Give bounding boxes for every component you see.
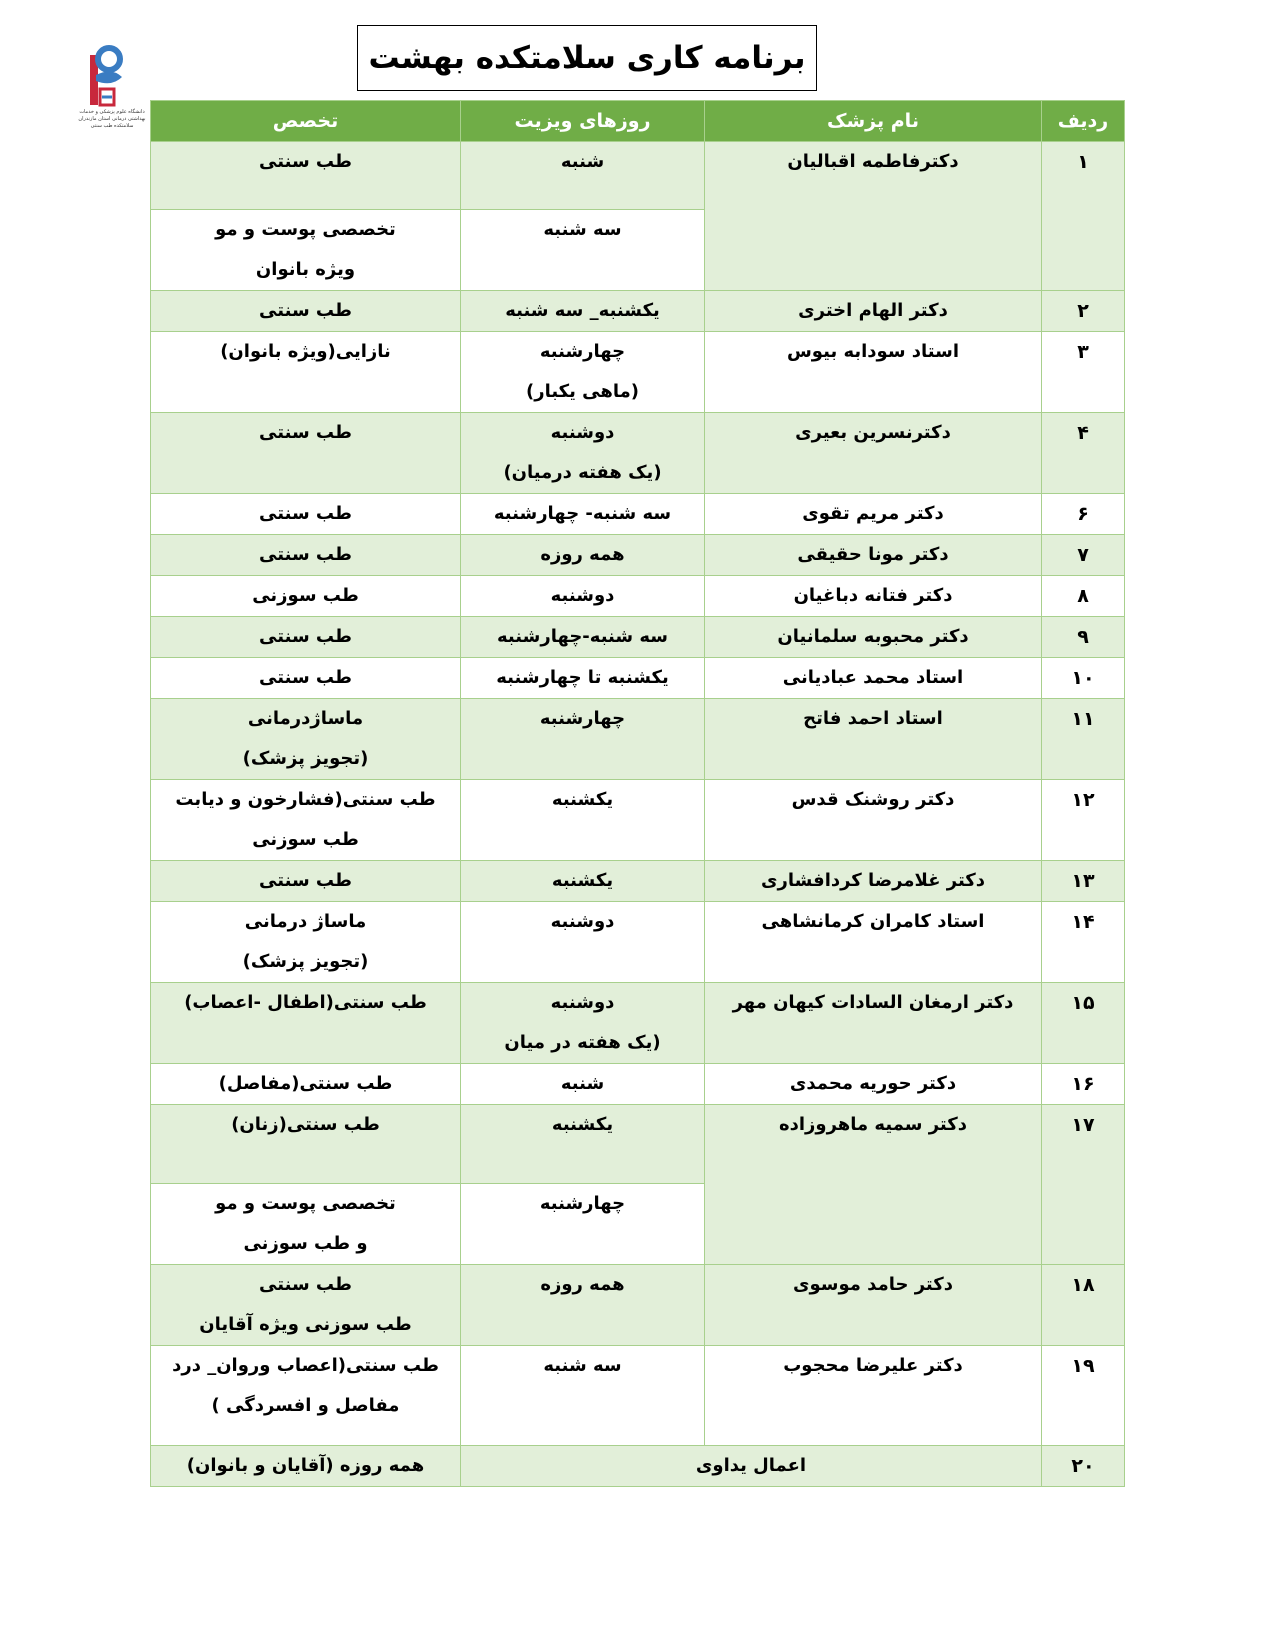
row-number: ۱۵ bbox=[1042, 983, 1125, 1064]
specialty bbox=[151, 1265, 461, 1346]
header-spec: تخصص bbox=[151, 101, 461, 142]
table-row bbox=[151, 576, 1125, 617]
specialty-line: مفاصل و افسردگی ) bbox=[211, 1395, 400, 1416]
visit-days-note: (ماهی یکبار) bbox=[525, 381, 639, 402]
header-num: ردیف bbox=[1042, 101, 1125, 142]
visit-days: همه روزه bbox=[461, 1265, 705, 1346]
visit-days: دوشنبه bbox=[461, 902, 705, 983]
visit-days: چهارشنبه bbox=[461, 699, 705, 780]
row-number: ۱۹ bbox=[1042, 1346, 1125, 1446]
specialty-line: طب سنتی(فشارخون و دیابت bbox=[175, 789, 436, 810]
specialty: طب سنتی bbox=[151, 658, 461, 699]
table-row bbox=[151, 861, 1125, 902]
table-row bbox=[151, 535, 1125, 576]
specialty-line: ماساژ درمانی bbox=[244, 911, 367, 932]
row-number: ۱۸ bbox=[1042, 1265, 1125, 1346]
specialty-note: (تجویز پزشک) bbox=[242, 951, 369, 972]
visit-days: یکشنبه تا چهارشنبه bbox=[461, 658, 705, 699]
specialty-line: طب سنتی(اعصاب وروان_ درد bbox=[172, 1355, 439, 1376]
doctor-name: دکترنسرین بعیری bbox=[705, 413, 1042, 494]
doctor-name: استاد محمد عبادیانی bbox=[705, 658, 1042, 699]
service-name: اعمال یداوی bbox=[461, 1446, 1042, 1487]
row-number: ۸ bbox=[1042, 576, 1125, 617]
doctor-name: دکتر ارمغان السادات کیهان مهر bbox=[705, 983, 1042, 1064]
visit-days bbox=[461, 983, 705, 1064]
row-number: ۲ bbox=[1042, 291, 1125, 332]
header-name: نام پزشک bbox=[705, 101, 1042, 142]
specialty: طب سنتی bbox=[151, 291, 461, 332]
doctor-name: دکتر مونا حقیقی bbox=[705, 535, 1042, 576]
doctor-name: دکترفاطمه اقبالیان bbox=[705, 142, 1042, 291]
row-number: ۶ bbox=[1042, 494, 1125, 535]
table-row bbox=[151, 699, 1125, 780]
doctor-name: استاد کامران کرمانشاهی bbox=[705, 902, 1042, 983]
doctor-name: دکتر فتانه دباغیان bbox=[705, 576, 1042, 617]
specialty: طب سنتی(مفاصل) bbox=[151, 1064, 461, 1105]
visit-days-note: (یک هفته درمیان) bbox=[503, 462, 662, 483]
row-number: ۳ bbox=[1042, 332, 1125, 413]
specialty: طب سنتی bbox=[151, 535, 461, 576]
specialty-line: طب سوزنی ویژه آقایان bbox=[199, 1314, 412, 1335]
specialty bbox=[151, 780, 461, 861]
specialty: نازایی(ویژه بانوان) bbox=[151, 332, 461, 413]
row-number: ۱۶ bbox=[1042, 1064, 1125, 1105]
visit-days: سه شنبه bbox=[461, 1346, 705, 1446]
specialty: طب سنتی bbox=[151, 142, 461, 210]
row-number: ۱۴ bbox=[1042, 902, 1125, 983]
visit-days-line: چهارشنبه bbox=[539, 341, 626, 362]
logo-emblem-icon bbox=[72, 45, 152, 107]
visit-days: دوشنبه bbox=[461, 576, 705, 617]
specialty: همه روزه (آقایان و بانوان) bbox=[151, 1446, 461, 1487]
table-row bbox=[151, 332, 1125, 413]
table-row bbox=[151, 780, 1125, 861]
table-row bbox=[151, 902, 1125, 983]
visit-days: شنبه bbox=[461, 142, 705, 210]
specialty-note: (تجویز پزشک) bbox=[242, 748, 369, 769]
row-number: ۱۰ bbox=[1042, 658, 1125, 699]
doctor-name: دکتر علیرضا محجوب bbox=[705, 1346, 1042, 1446]
specialty-line: ویژه بانوان bbox=[255, 259, 356, 280]
table-row bbox=[151, 617, 1125, 658]
specialty bbox=[151, 210, 461, 291]
table-row bbox=[151, 494, 1125, 535]
table-row bbox=[151, 1064, 1125, 1105]
specialty: طب سنتی bbox=[151, 861, 461, 902]
specialty: طب سنتی bbox=[151, 494, 461, 535]
table-row bbox=[151, 1105, 1125, 1184]
row-number: ۱ bbox=[1042, 142, 1125, 291]
visit-days: یکشنبه bbox=[461, 780, 705, 861]
specialty bbox=[151, 902, 461, 983]
visit-days-note: (یک هفته در میان bbox=[504, 1032, 661, 1053]
specialty-line: تخصصی پوست و مو bbox=[215, 219, 396, 240]
visit-days: شنبه bbox=[461, 1064, 705, 1105]
visit-days-line: دوشنبه bbox=[550, 992, 615, 1013]
table-header-row bbox=[151, 101, 1125, 142]
row-number: ۱۱ bbox=[1042, 699, 1125, 780]
logo-caption: دانشگاه علوم پزشکی و خدمات بهداشتی درمانی استان مازندران سلامتکده طب سنتی bbox=[78, 109, 146, 129]
row-number: ۹ bbox=[1042, 617, 1125, 658]
table-row bbox=[151, 1265, 1125, 1346]
row-number: ۴ bbox=[1042, 413, 1125, 494]
table-row bbox=[151, 658, 1125, 699]
doctor-name: استاد احمد فاتح bbox=[705, 699, 1042, 780]
visit-days-line: دوشنبه bbox=[550, 422, 615, 443]
specialty: طب سوزنی bbox=[151, 576, 461, 617]
specialty-line: طب سوزنی bbox=[252, 829, 359, 850]
specialty bbox=[151, 1346, 461, 1446]
visit-days: سه شنبه- چهارشنبه bbox=[461, 494, 705, 535]
visit-days: یکشنبه bbox=[461, 1105, 705, 1184]
row-number: ۱۲ bbox=[1042, 780, 1125, 861]
visit-days bbox=[461, 332, 705, 413]
doctor-name: دکتر غلامرضا کردافشاری bbox=[705, 861, 1042, 902]
table-row bbox=[151, 1346, 1125, 1446]
specialty-line: و طب سوزنی bbox=[243, 1233, 368, 1254]
table-row bbox=[151, 142, 1125, 210]
doctor-name: دکتر روشنک قدس bbox=[705, 780, 1042, 861]
visit-days: یکشنبه bbox=[461, 861, 705, 902]
doctor-name: دکتر محبوبه سلمانیان bbox=[705, 617, 1042, 658]
row-number: ۷ bbox=[1042, 535, 1125, 576]
doctor-name: دکتر الهام اختری bbox=[705, 291, 1042, 332]
row-number: ۱۳ bbox=[1042, 861, 1125, 902]
specialty bbox=[151, 699, 461, 780]
row-number: ۲۰ bbox=[1042, 1446, 1125, 1487]
doctor-name: دکتر سمیه ماهروزاده bbox=[705, 1105, 1042, 1265]
university-logo bbox=[72, 45, 152, 145]
visit-days: چهارشنبه bbox=[461, 1184, 705, 1265]
visit-days: یکشنبه_ سه شنبه bbox=[461, 291, 705, 332]
doctor-name: دکتر مریم تقوی bbox=[705, 494, 1042, 535]
visit-days: همه روزه bbox=[461, 535, 705, 576]
table-row bbox=[151, 1446, 1125, 1487]
header-days: روزهای ویزیت bbox=[461, 101, 705, 142]
specialty-line: تخصصی پوست و مو bbox=[215, 1193, 396, 1214]
table-row bbox=[151, 983, 1125, 1064]
doctor-name: استاد سودابه بیوس bbox=[705, 332, 1042, 413]
specialty bbox=[151, 1184, 461, 1265]
visit-days bbox=[461, 413, 705, 494]
visit-days: سه شنبه-چهارشنبه bbox=[461, 617, 705, 658]
specialty: طب سنتی(زنان) bbox=[151, 1105, 461, 1184]
specialty-line: طب سنتی bbox=[259, 1274, 352, 1295]
table-row bbox=[151, 413, 1125, 494]
specialty: طب سنتی(اطفال -اعصاب) bbox=[151, 983, 461, 1064]
schedule-table bbox=[150, 100, 1125, 1487]
visit-days: سه شنبه bbox=[461, 210, 705, 291]
page-title: برنامه کاری سلامتکده بهشت bbox=[357, 25, 817, 91]
table-row bbox=[151, 291, 1125, 332]
doctor-name: دکتر حوریه محمدی bbox=[705, 1064, 1042, 1105]
specialty: طب سنتی bbox=[151, 617, 461, 658]
row-number: ۱۷ bbox=[1042, 1105, 1125, 1265]
specialty-line: ماساژدرمانی bbox=[247, 708, 364, 729]
doctor-name: دکتر حامد موسوی bbox=[705, 1265, 1042, 1346]
specialty: طب سنتی bbox=[151, 413, 461, 494]
